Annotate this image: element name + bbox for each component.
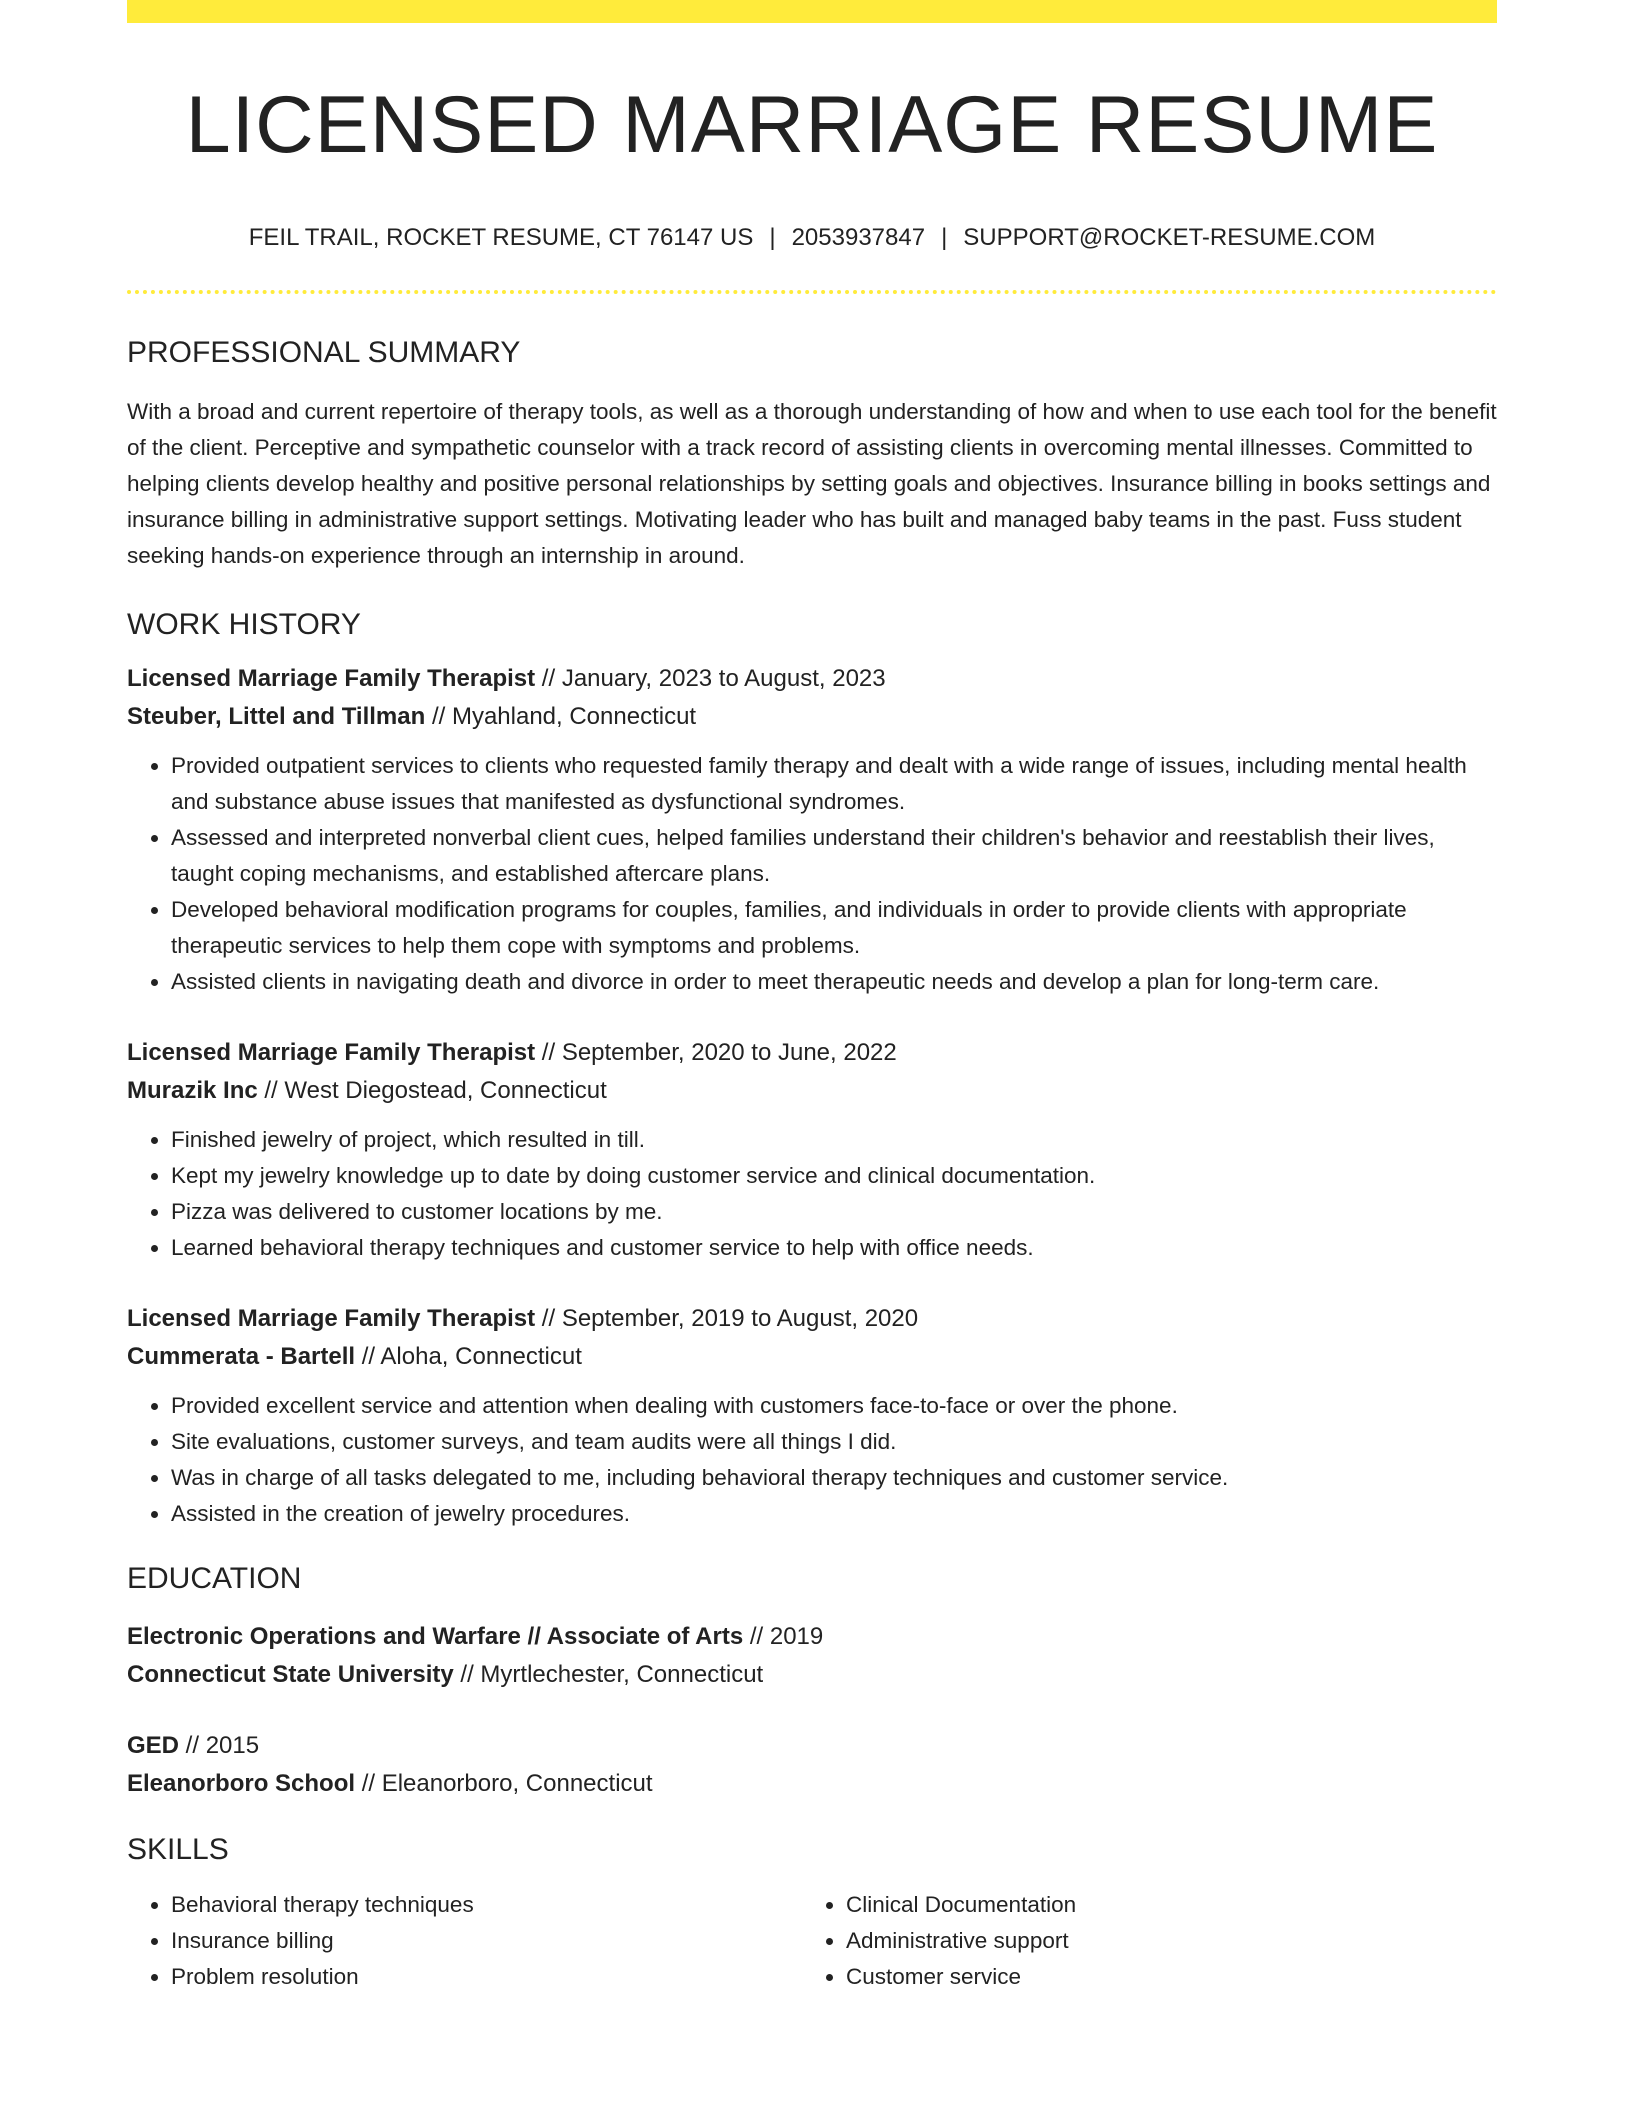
- job-location: // Aloha, Connecticut: [355, 1343, 582, 1370]
- education-degree: GED: [127, 1732, 180, 1759]
- education-year: // 2015: [179, 1732, 260, 1759]
- job-location: // Myahland, Connecticut: [425, 703, 697, 730]
- skill-item: • Clinical Documentation: [846, 1887, 1477, 1923]
- list-item: • Was in charge of all tasks delegated to me, including behavioral therapy techniques and customer service.: [171, 1460, 1497, 1496]
- skill-item: • Behavioral therapy techniques: [171, 1887, 802, 1923]
- job-bullets: [127, 748, 1497, 1000]
- job-location: // West Diegostead, Connecticut: [257, 1077, 607, 1104]
- job-role-line: [127, 1034, 1497, 1072]
- skill-item: • Customer service: [846, 1959, 1477, 1995]
- job-bullets: [127, 1388, 1497, 1532]
- contact-phone: 2053937847: [791, 224, 926, 251]
- job-role: Licensed Marriage Family Therapist: [127, 665, 536, 692]
- job-company: Steuber, Littel and Tillman: [127, 703, 426, 730]
- list-item: • Assisted in the creation of jewelry procedures.: [171, 1496, 1497, 1532]
- education-location: // Myrtlechester, Connecticut: [453, 1661, 764, 1688]
- job-role-line: [127, 660, 1497, 698]
- education-school: Eleanorboro School: [127, 1770, 356, 1797]
- skills-column-left: [127, 1887, 802, 1995]
- job-dates: // September, 2020 to June, 2022: [535, 1039, 897, 1066]
- job-bullets: [127, 1122, 1497, 1266]
- skills-list: [127, 1887, 1497, 1995]
- education-school: Connecticut State University: [127, 1661, 454, 1688]
- list-item: • Developed behavioral modification programs for couples, families, and individuals in order to provide clients with appropriate therapeutic services to help them cope with symptoms and problems.: [171, 892, 1497, 964]
- top-accent-bar: [127, 0, 1497, 23]
- job-entry-3: [127, 1300, 1497, 1532]
- list-item: • Finished jewelry of project, which resulted in till.: [171, 1122, 1497, 1158]
- section-title-skills: SKILLS: [127, 1833, 229, 1866]
- list-item: • Assisted clients in navigating death and divorce in order to meet therapeutic needs and develop a plan for long-term care.: [171, 964, 1497, 1000]
- list-item: • Provided outpatient services to clients who requested family therapy and dealt with a wide range of issues, including mental health and substance abuse issues that manifested as dysfunctional syndromes.: [171, 748, 1497, 820]
- list-item: • Pizza was delivered to customer locations by me.: [171, 1194, 1497, 1230]
- skill-item: • Problem resolution: [171, 1959, 802, 1995]
- job-role: Licensed Marriage Family Therapist: [127, 1039, 536, 1066]
- header-divider: [127, 290, 1497, 294]
- list-item: • Site evaluations, customer surveys, and team audits were all things I did.: [171, 1424, 1497, 1460]
- education-entry-2: [127, 1727, 1497, 1803]
- summary-text: With a broad and current repertoire of therapy tools, as well as a thorough understanding of how and when to use each tool for the benefit of the client. Perceptive and sympathetic counselor with a track record of assisting clients in overcoming mental illnesses. Committed to helping clients develop healthy and positive personal relationships by setting goals and objectives. Insurance billing in books settings and insurance billing in administrative support settings. Motivating leader who has built and managed baby teams in the past. Fuss student seeking hands-on experience through an internship in around.: [127, 399, 1497, 568]
- section-title-education: EDUCATION: [127, 1562, 302, 1595]
- list-item: • Learned behavioral therapy techniques and customer service to help with office needs.: [171, 1230, 1497, 1266]
- resume-title: LICENSED MARRIAGE RESUME: [185, 80, 1439, 170]
- skill-item: • Administrative support: [846, 1923, 1477, 1959]
- education-year: // 2019: [743, 1623, 824, 1650]
- resume-page: [127, 0, 1497, 1995]
- contact-email: SUPPORT@ROCKET-RESUME.COM: [963, 224, 1376, 251]
- education-degree-line: [127, 1618, 1497, 1656]
- contact-line: [127, 226, 1497, 250]
- skill-item: • Insurance billing: [171, 1923, 802, 1959]
- skills-column-right: [802, 1887, 1477, 1995]
- job-dates: // January, 2023 to August, 2023: [535, 665, 886, 692]
- contact-separator: |: [941, 224, 948, 251]
- job-entry-1: [127, 660, 1497, 1000]
- education-degree-line: [127, 1727, 1497, 1765]
- list-item: • Kept my jewelry knowledge up to date by doing customer service and clinical documentation.: [171, 1158, 1497, 1194]
- job-company: Murazik Inc: [127, 1077, 258, 1104]
- contact-address: FEIL TRAIL, ROCKET RESUME, CT 76147 US: [248, 224, 754, 251]
- education-entry-1: [127, 1618, 1497, 1694]
- job-role: Licensed Marriage Family Therapist: [127, 1305, 536, 1332]
- job-dates: // September, 2019 to August, 2020: [535, 1305, 919, 1332]
- education-school-line: [127, 1656, 1497, 1694]
- job-entry-2: [127, 1034, 1497, 1266]
- list-item: • Provided excellent service and attention when dealing with customers face-to-face or over the phone.: [171, 1388, 1497, 1424]
- education-degree: Electronic Operations and Warfare // Associate of Arts: [127, 1623, 744, 1650]
- job-company-line: [127, 1072, 1497, 1110]
- education-school-line: [127, 1765, 1497, 1803]
- job-company: Cummerata - Bartell: [127, 1343, 356, 1370]
- job-company-line: [127, 1338, 1497, 1376]
- section-title-summary: PROFESSIONAL SUMMARY: [127, 336, 521, 369]
- list-item: • Assessed and interpreted nonverbal client cues, helped families understand their children's behavior and reestablish their lives, taught coping mechanisms, and established aftercare plans.: [171, 820, 1497, 892]
- job-role-line: [127, 1300, 1497, 1338]
- education-location: // Eleanorboro, Connecticut: [355, 1770, 653, 1797]
- contact-separator: |: [769, 224, 776, 251]
- job-company-line: [127, 698, 1497, 736]
- section-title-work-history: WORK HISTORY: [127, 608, 361, 641]
